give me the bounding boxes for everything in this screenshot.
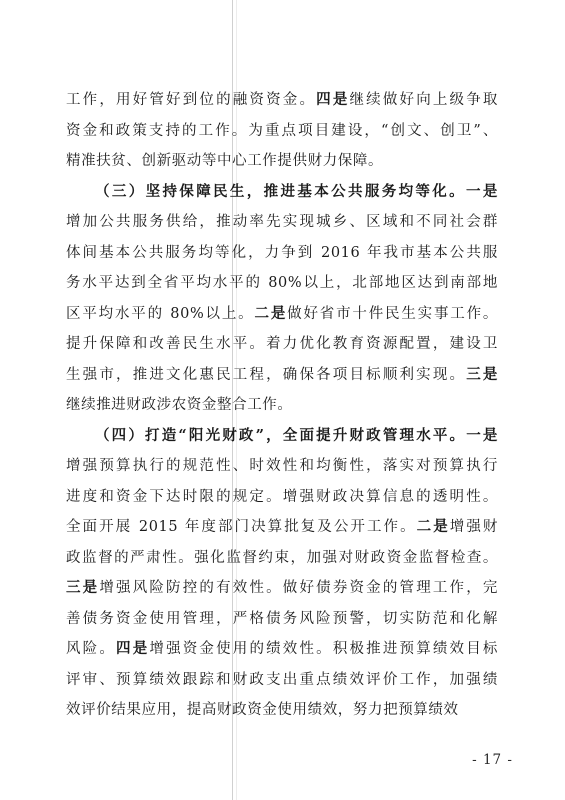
bold-text-run: （三）坚持保障民生，推进基本公共服务均等化。	[95, 182, 467, 200]
text-run: 评审、预算绩效跟踪和财政支出重点绩效评价工作，加强绩	[66, 671, 498, 688]
text-line	[66, 634, 498, 665]
text-line	[66, 116, 498, 147]
text-run: 务水平达到全省平均水平的 80%以上，北部地区达到南部地	[66, 275, 498, 291]
text-line	[66, 482, 498, 513]
bold-text-run: 三是	[466, 365, 498, 383]
text-line	[66, 451, 498, 482]
text-line	[66, 421, 498, 452]
bold-text-run: 三是	[66, 579, 100, 596]
text-run: 风险。	[66, 641, 117, 657]
text-run: 区平均水平的 80%以上。	[66, 305, 255, 322]
text-line	[66, 299, 498, 330]
text-run: 增强财	[449, 519, 498, 535]
page-number: - 17 -	[472, 752, 513, 768]
bold-text-run: （四）打造“阳光财政”，全面提升财政管理水平。	[95, 426, 467, 444]
text-line	[66, 85, 498, 116]
text-line	[66, 604, 498, 635]
text-run: 政监督的严肃性。强化监督约束，加强对财政资金监督检查。	[66, 549, 498, 566]
text-run: 进度和资金下达时限的规定。增强财政决算信息的透明性。	[66, 488, 498, 505]
text-line	[66, 695, 498, 726]
text-line	[66, 390, 498, 421]
text-line	[66, 238, 498, 269]
paragraph	[66, 177, 498, 421]
text-run: 增强风险防控的有效性。做好债券资金的管理工作，完	[99, 580, 498, 596]
text-line	[66, 573, 498, 604]
text-run: 增加公共服务供给，推动率先实现城乡、区域和不同社会群	[66, 214, 498, 230]
text-line	[66, 360, 498, 391]
text-line	[66, 268, 498, 299]
text-line	[66, 177, 498, 208]
bold-text-run: 四是	[116, 640, 150, 657]
text-line	[66, 146, 498, 177]
text-run: 体间基本公共服务均等化，力争到 2016 年我市基本公共服	[66, 244, 498, 261]
text-run: 全面开展 2015 年度部门决算批复及公开工作。	[66, 519, 417, 535]
bold-text-run: 四是	[316, 91, 350, 108]
text-run: 增强资金使用的绩效性。积极推进预算绩效目标	[149, 641, 498, 657]
bold-text-run: 二是	[254, 304, 288, 322]
text-run: 工作，用好管好到位的融资资金。	[66, 92, 317, 108]
text-run: 继续推进财政涉农资金整合工作。	[66, 397, 293, 413]
text-run: 继续做好向上级争取	[349, 92, 498, 108]
text-line	[66, 329, 498, 360]
bold-text-run: 一是	[466, 182, 498, 200]
text-run: 提升保障和改善民生水平。着力优化教育资源配置，建设卫	[66, 336, 498, 352]
bold-text-run: 二是	[416, 518, 450, 535]
text-run: 效评价结果应用，提高财政资金使用绩效，努力把预算绩效	[66, 702, 459, 718]
paragraph	[66, 421, 498, 726]
bold-text-run: 一是	[466, 426, 498, 444]
text-run: 增强预算执行的规范性、时效性和均衡性，落实对预算执行	[66, 458, 498, 474]
text-line	[66, 512, 498, 543]
text-line	[66, 543, 498, 574]
text-run: 善债务资金使用管理，严格债务风险预警，切实防范和化解	[66, 610, 498, 627]
text-line	[66, 665, 498, 696]
text-run: 生强市，推进文化惠民工程，确保各项目标顺利实现。	[66, 366, 467, 383]
text-run: 做好省市十件民生实事工作。	[287, 305, 498, 322]
paragraph	[66, 85, 498, 177]
body-text	[66, 85, 498, 726]
text-run: 精准扶贫、创新驱动等中心工作提供财力保障。	[66, 153, 384, 169]
text-run: 资金和政策支持的工作。为重点项目建设，“创文、创卫”、	[66, 122, 498, 139]
text-line	[66, 207, 498, 238]
